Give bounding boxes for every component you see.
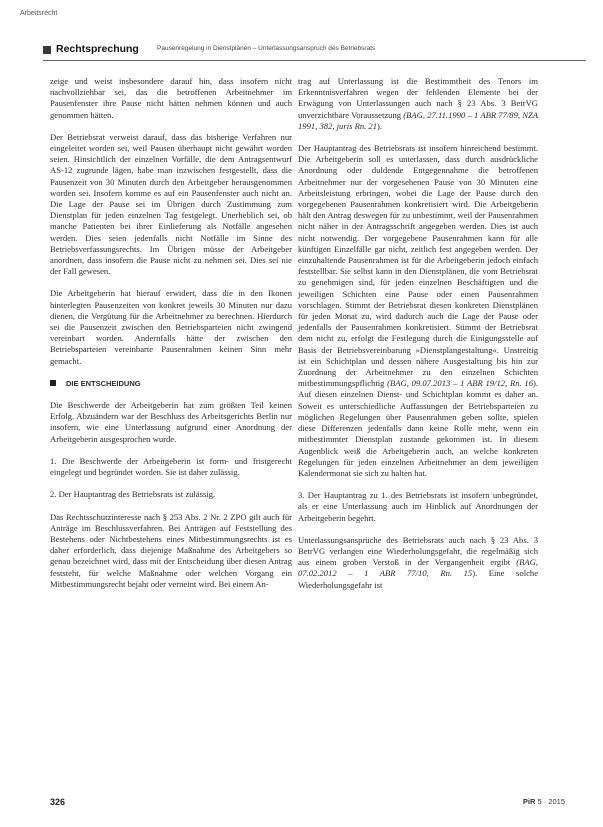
text: ). [377, 120, 383, 131]
journal-name: PiR [522, 797, 536, 806]
heading-text: DIE ENTSCHEIDUNG [66, 378, 141, 388]
section-subtitle: Pausenregelung in Dienstplänen – Unterlassungsanspruch des Betriebsrats [157, 45, 376, 52]
journal-issue: 5 · 2015 [537, 797, 565, 806]
header-divider [43, 60, 586, 61]
section-label: Arbeitsrecht [20, 10, 58, 17]
journal-reference [523, 797, 565, 806]
paragraph: 1. Die Beschwerde der Arbeitgeberin ist form- und fristgerecht eingelegt und begründet worden. Sie ist daher zulässig. [50, 455, 292, 478]
right-column [298, 76, 538, 602]
left-column [50, 76, 292, 601]
paragraph [298, 535, 538, 591]
paragraph: 2. Der Hauptantrag des Betriebsrats ist zulässig. [50, 489, 216, 500]
paragraph [298, 143, 538, 479]
paragraph: 3. Der Hauptantrag zu 1. des Betriebsrats ist insofern unbegründet, als er eine Unterlassung auch im Hinblick auf Anordnungen der Arbeitgeberin begehrt. [298, 490, 538, 523]
page-number: 326 [50, 797, 66, 807]
section-title: Rechtsprechung [56, 43, 139, 55]
citation: (BAG, 27.11.1990 – 1 ABR 77/89, NZA 1991, 382, juris Rn. 21 [298, 109, 538, 131]
heading-bullet-icon [50, 380, 56, 386]
text: Der Hauptantrag des Betriebsrats ist insofern hinreichend bestimmt. Die Arbeitgeberin soll es unterlassen, dass durch ausdrückliche Anordnung oder duldende Entgegennahme die betroffenen Arbeitnehmer nur der vorgesehenen Pause von 30 Minuten eine Arbeitsleistung erbringen, wobei die Lage der Pause durch den vorgegebenen Pausenrahmen konkretisiert wird. Die Arbeitgeberin hält den Antrag deswegen für zu unbestimmt, weil der Pausenrahmen nicht näher in der Antragsschrift angegeben werden. Dies ist auch nicht notwendig. Der vorgegebene Pausenrahmen kann für alle künftigen Einzelfälle gar nicht, zeitlich fest angegeben werden. Der einzuhaltende Pausenrahmen ist für die Arbeitgeberin jedoch einfach feststellbar. Sie selbst kann in den Dienstplänen, die vom Betriebsrat zu genehmigen sind, für jeden einzelnen Beschäftigten und die jeweiligen Schichten eine Pause oder einen Pausenrahmen vorschlagen. Stimmt der Betriebsrat diesen konkreten Dienstplänen für jeden Monat zu, wird dadurch auch die Lage der Pause oder jedenfalls der Pausenrahmen konkretisiert. Stimmt der Betriebsrat dem nicht zu, erfolgt die Festlegung durch die Einigungsstelle auf Basis der Betriebsvereinbarung »Dienstplangestaltung«. Unstreitig ist ein Schichtplan und dessen nähere Ausgestaltung bis hin zur Zuordnung der Arbeitnehmer zu den einzelnen Schichten mitbestimmungspflichtig [298, 143, 538, 389]
paragraph [298, 76, 538, 132]
paragraph: Die Arbeitgeberin hat hierauf erwidert, dass die in den Ikonen hinterlegten Pausenzeiten von konkret jeweils 30 Minuten nur dazu dienen, die Vergütung für die Arbeitnehmer zu berechnen. Hierdurch sei die Pausenzeit zwischen den Betriebsparteien nicht zwingend vereinbart worden. Andernfalls hätte der zwischen den Betriebsparteien vereinbarte Pausenrahmen keinen Sinn mehr gemacht. [50, 288, 292, 366]
paragraph: Die Beschwerde der Arbeitgeberin hat zum größten Teil keinen Erfolg. Abzuändern war der Beschluss des Arbeitsgerichts Berlin nur insofern, wie eine Unterlassung aufgrund einer Anordnung der Arbeitgeberin ausgesprochen wurde. [50, 400, 292, 444]
text: ). Auf diesen einzelnen Dienst- und Schichtplan kommt es daher an. Soweit es unterschiedliche Auffassungen der Betriebsparteien zu möglichen Regelungen über Pausenrahmen geben sollte, spielen diese Differenzen jedenfalls dann keine Rolle mehr, wenn ein mitbestimmter Dienstplan zustande gekommen ist. In diesem Augenblick weiß die Arbeitgeberin auch, an welche konkreten Regelungen für jeden einzelnen Arbeitnehmer an dem jeweiligen Kalendermonat sie sich zu halten hat. [298, 378, 539, 478]
text: ). Eine solche Wiederholungsgefahr ist [298, 568, 539, 590]
citation: (BAG, 09.07.2013 – 1 ABR 19/12, Rn. 16 [387, 378, 533, 389]
paragraph: Das Rechtsschutzinteresse nach § 253 Abs. 2 Nr. 2 ZPO gilt auch für Anträge im Beschlussverfahren. Bei Anträgen auf Feststellung des Bestehens oder Nichtbestehens eines Mitbestimmungsrechts ist es daher erforderlich, dass diejenige Maßnahme des Arbeitgebers so genau bezeichnet wird, dass mit der Entscheidung über diesen Antrag feststeht, für welche Maßnahme oder welchen Vorgang ein Mitbestimmungsrecht bejaht oder verneint wird. Bei einem An- [50, 511, 292, 589]
text: trag auf Unterlassung ist die Bestimmtheit des Tenors im Erkenntnisverfahren wegen der fehlenden Elemente bei der Erwägung von Unterlassungen auch nach § 23 Abs. 3 BetrVG unverzichtbare Voraussetzung [298, 76, 538, 120]
section-marker-icon [43, 46, 51, 54]
paragraph: zeige und weist insbesondere darauf hin, dass insofern nicht nachvollziehbar sei, das die betroffenen Arbeitnehmer im Pausenfenster ihre Pause nicht hätten nehmen können und auch genommen hätten. [50, 76, 292, 120]
section-heading [50, 378, 292, 389]
text: Unterlassungsansprüche des Betriebsrats auch nach § 23 Abs. 3 BetrVG verlangen eine Wiederholungsgefahr, die regelmäßig sich aus einem groben Verstoß in der Vergangenheit ergibt [298, 534, 538, 568]
paragraph: Der Betriebsrat verweist darauf, dass das bisherige Verfahren nur eingeleitet worden sei, weil Pausen überhaupt nicht gewährt worden seien. Hinsichtlich der einzelnen Vorfälle, die dem Antragsentwurf AS-12 zugrunde lägen, habe man inzwischen festgestellt, dass die Pausenzeit von 30 Minuten durch den Arbeitgeber herausgenommen worden sei. Insofern komme es auf ein Pausenfenster auch nicht an. Die Lage der Pause sei im Übrigen durch Zustimmung zum Dienstplan für jeden einzelnen Tag festgelegt. Unerheblich sei, ob manche Patienten bei ihrer Einlieferung als Notfälle angesehen werden. Dies seien jedenfalls nicht Notfälle im Sinne des Betriebsverfassungsrechts. Im Übrigen müsse der Arbeitgeber anordnen, dass insofern die Pause nicht zu nehmen sei. Dies sei nie der Fall gewesen. [50, 131, 292, 277]
citation: (BAG, 07.02.2012 – 1 ABR 77/10, Rn. 15 [298, 557, 538, 579]
